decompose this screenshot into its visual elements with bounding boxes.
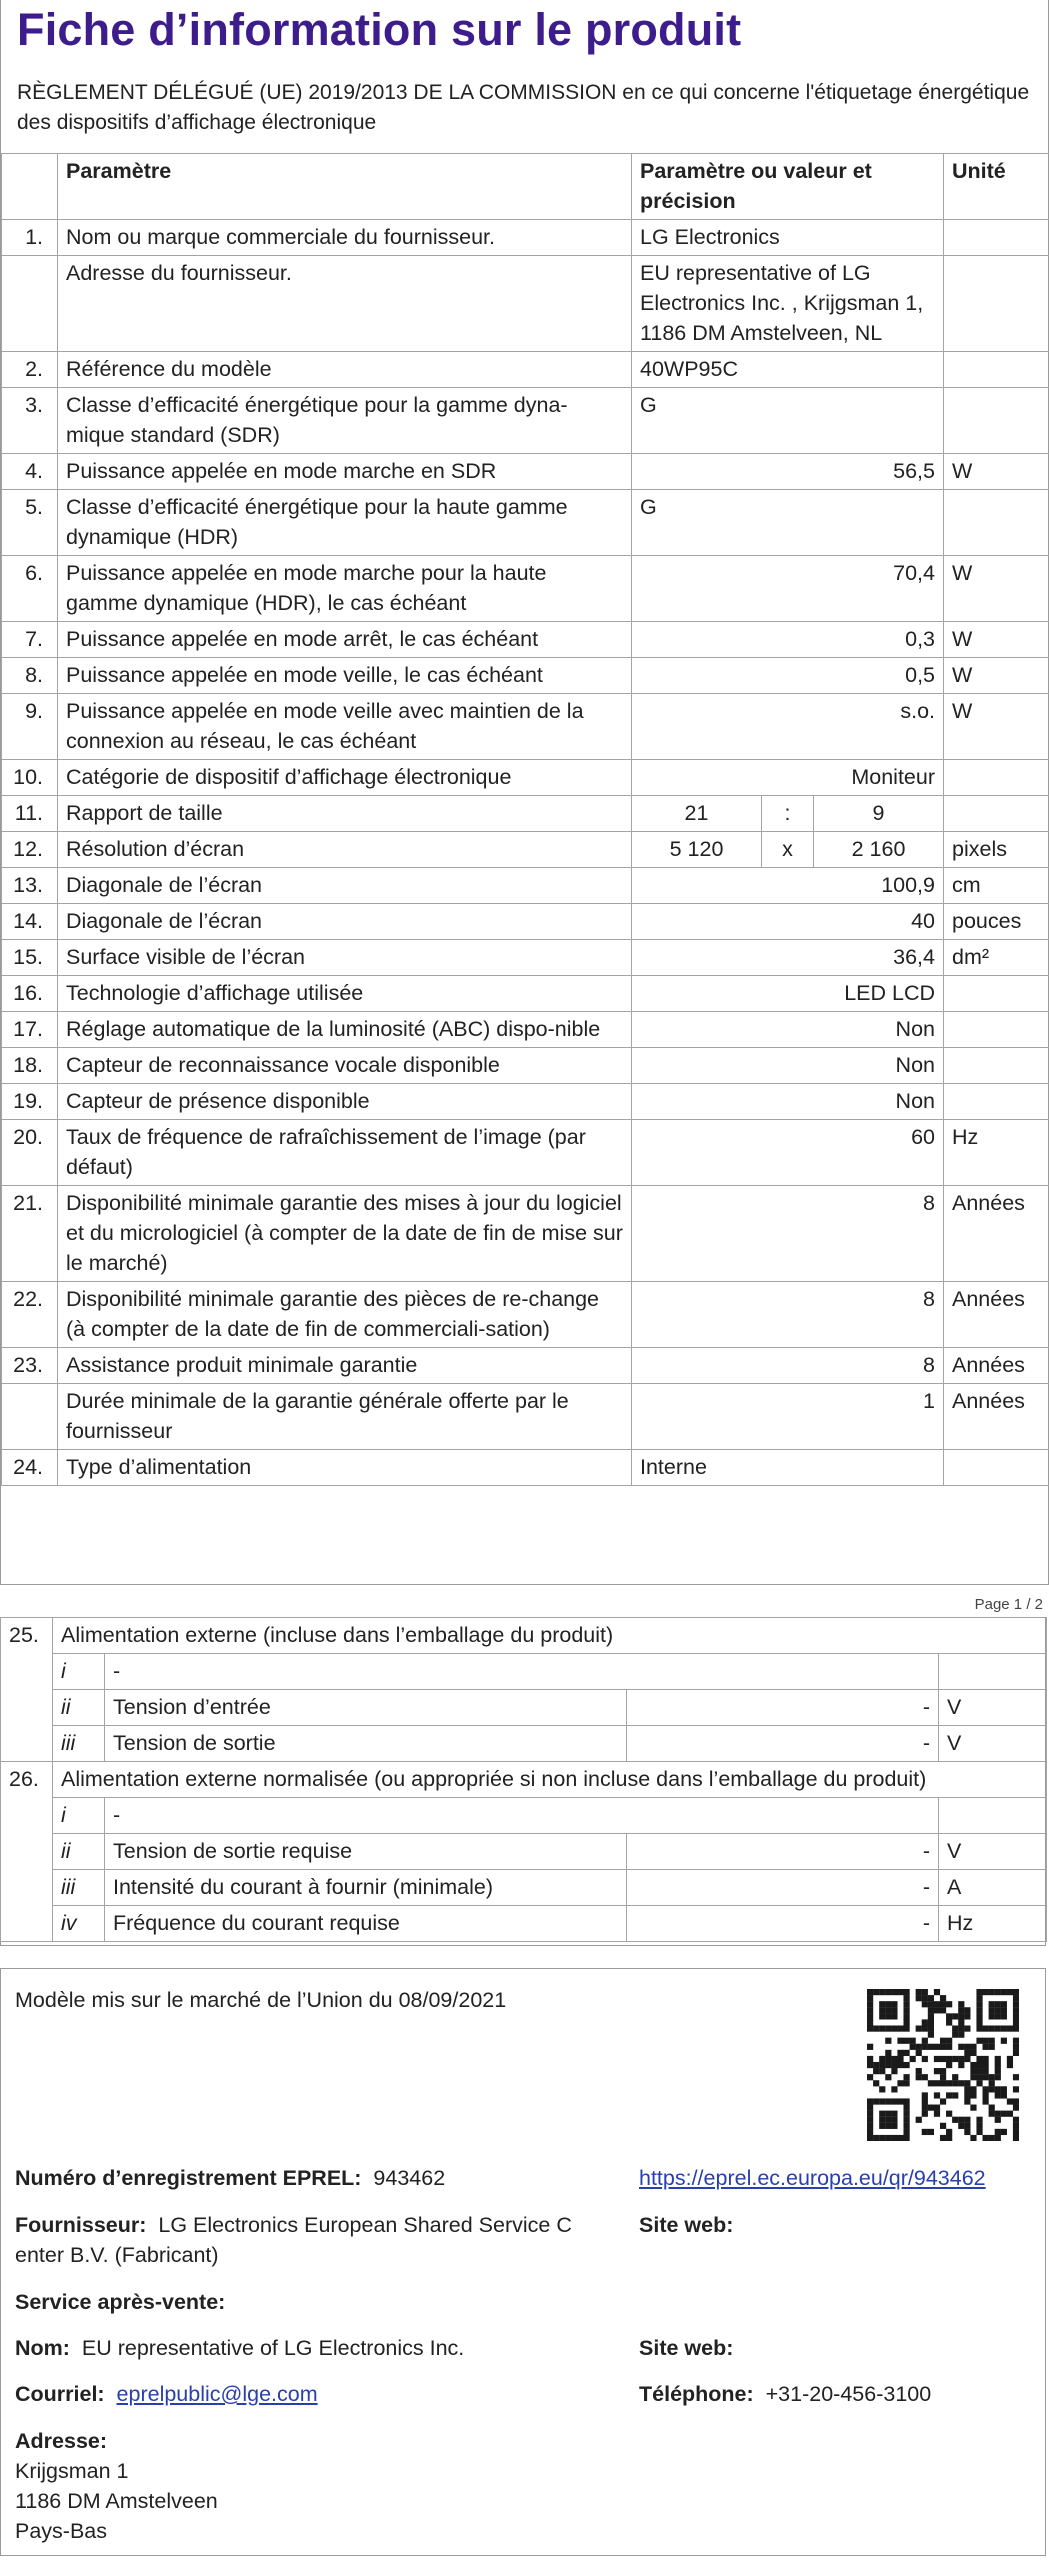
- table-row: [2, 556, 1049, 622]
- table-row: [1, 1870, 1047, 1906]
- table-row: [2, 256, 1049, 352]
- row-label: Puissance appelée en mode marche en SDR: [58, 454, 632, 490]
- row-number: 8.: [2, 658, 58, 694]
- email: [15, 2379, 318, 2409]
- sub-value: -: [627, 1834, 939, 1870]
- row-value-first: 5 120: [632, 832, 762, 868]
- table-row: [2, 1012, 1049, 1048]
- row-unit: Hz: [944, 1120, 1049, 1186]
- row-value: 40WP95C: [632, 352, 944, 388]
- row-unit: [944, 760, 1049, 796]
- table-row: [1, 1906, 1047, 1942]
- row-unit: [944, 1048, 1049, 1084]
- row-unit: W: [944, 622, 1049, 658]
- row-number: 16.: [2, 976, 58, 1012]
- row-value: 8: [632, 1282, 944, 1348]
- row-label: Disponibilité minimale garantie des pièces de re-change (à compter de la date de fin de commerciali-sation): [58, 1282, 632, 1348]
- sub-label: Tension d’entrée: [105, 1690, 627, 1726]
- row-label: Type d’alimentation: [58, 1450, 632, 1486]
- row-unit: [944, 1450, 1049, 1486]
- row-number: 3.: [2, 388, 58, 454]
- row-number: 21.: [2, 1186, 58, 1282]
- row-label: Puissance appelée en mode marche pour la haute gamme dynamique (HDR), le cas échéant: [58, 556, 632, 622]
- row-value: Interne: [632, 1450, 944, 1486]
- row-label: Catégorie de dispositif d’affichage électronique: [58, 760, 632, 796]
- page-number: Page 1 / 2: [974, 1596, 1043, 1613]
- row-number: [2, 256, 58, 352]
- sub-value: -: [627, 1726, 939, 1762]
- row-value: G: [632, 490, 944, 556]
- row-label: Classe d’efficacité énergétique pour la gamme dyna-mique standard (SDR): [58, 388, 632, 454]
- row-value-separator: x: [762, 832, 814, 868]
- row-number: 9.: [2, 694, 58, 760]
- row-unit: [944, 352, 1049, 388]
- sub-index: iii: [53, 1870, 105, 1906]
- row-number: 13.: [2, 868, 58, 904]
- table-row: [2, 220, 1049, 256]
- row-label: Adresse du fournisseur.: [58, 256, 632, 352]
- supplier: [15, 2210, 572, 2240]
- row-unit: [944, 1084, 1049, 1120]
- table-row: [1, 1726, 1047, 1762]
- sub-label: Tension de sortie: [105, 1726, 627, 1762]
- sub-label: -: [105, 1798, 939, 1834]
- row-label: Rapport de taille: [58, 796, 632, 832]
- row-unit: [944, 796, 1049, 832]
- row-number: 4.: [2, 454, 58, 490]
- section-title: Alimentation externe (incluse dans l’emballage du produit): [53, 1618, 1047, 1654]
- row-unit: [944, 388, 1049, 454]
- phone-label: Téléphone:: [639, 2382, 754, 2406]
- table-row: [2, 1084, 1049, 1120]
- sub-index: iv: [53, 1906, 105, 1942]
- row-value: 100,9: [632, 868, 944, 904]
- row-number: [2, 1384, 58, 1450]
- sub-value: -: [627, 1906, 939, 1942]
- row-number: 7.: [2, 622, 58, 658]
- table-row: [2, 1384, 1049, 1450]
- row-number: 18.: [2, 1048, 58, 1084]
- row-value: EU representative of LG Electronics Inc. , Krijgsman 1, 1186 DM Amstelveen, NL: [632, 256, 944, 352]
- row-number: 11.: [2, 796, 58, 832]
- row-label: Surface visible de l’écran: [58, 940, 632, 976]
- row-label: Capteur de reconnaissance vocale disponible: [58, 1048, 632, 1084]
- row-label: Réglage automatique de la luminosité (ABC) dispo-nible: [58, 1012, 632, 1048]
- row-value-second: 2 160: [814, 832, 944, 868]
- row-number: 10.: [2, 760, 58, 796]
- row-value: s.o.: [632, 694, 944, 760]
- row-value: G: [632, 388, 944, 454]
- header-value: Paramètre ou valeur et précision: [632, 154, 944, 220]
- header-num-cell: [2, 154, 58, 220]
- table-row: [2, 352, 1049, 388]
- regulation-subtitle: RÈGLEMENT DÉLÉGUÉ (UE) 2019/2013 DE LA COMMISSION en ce qui concerne l'étiquetage énergétique des dispositifs d’affichage électronique: [17, 81, 1030, 134]
- row-number: 22.: [2, 1282, 58, 1348]
- row-label: Puissance appelée en mode veille avec maintien de la connexion au réseau, le cas échéant: [58, 694, 632, 760]
- sub-label: Intensité du courant à fournir (minimale): [105, 1870, 627, 1906]
- row-number: 15.: [2, 940, 58, 976]
- row-unit: Années: [944, 1384, 1049, 1450]
- row-unit: [944, 490, 1049, 556]
- row-unit: W: [944, 556, 1049, 622]
- service-website-label: Site web:: [639, 2336, 734, 2360]
- row-value: 70,4: [632, 556, 944, 622]
- row-label: Résolution d’écran: [58, 832, 632, 868]
- supplier-name-line2: enter B.V. (Fabricant): [15, 2243, 219, 2267]
- row-label: Durée minimale de la garantie générale offerte par le fournisseur: [58, 1384, 632, 1450]
- row-value: 56,5: [632, 454, 944, 490]
- email-label: Courriel:: [15, 2382, 105, 2406]
- row-unit: pixels: [944, 832, 1049, 868]
- row-value: 8: [632, 1186, 944, 1282]
- name-value: EU representative of LG Electronics Inc.: [81, 2336, 465, 2360]
- table-row: [2, 1450, 1049, 1486]
- row-value-first: 21: [632, 796, 762, 832]
- eprel-number: [15, 2163, 445, 2193]
- row-number: 5.: [2, 490, 58, 556]
- sub-index: ii: [53, 1690, 105, 1726]
- sub-index: iii: [53, 1726, 105, 1762]
- row-value: 0,3: [632, 622, 944, 658]
- sub-value: -: [627, 1690, 939, 1726]
- service-label: Service après-vente:: [15, 2290, 226, 2314]
- row-value: Non: [632, 1084, 944, 1120]
- sub-unit: [939, 1654, 1047, 1690]
- table-row: [2, 1348, 1049, 1384]
- row-label: Diagonale de l’écran: [58, 904, 632, 940]
- row-number: 14.: [2, 904, 58, 940]
- row-label: Disponibilité minimale garantie des mises à jour du logiciel et du micrologiciel (à compter de la date de fin de mise sur le marché): [58, 1186, 632, 1282]
- row-unit: W: [944, 658, 1049, 694]
- market-date: Modèle mis sur le marché de l’Union du 08/09/2021: [15, 1988, 507, 2012]
- row-unit: Années: [944, 1348, 1049, 1384]
- table-row: [1, 1690, 1047, 1726]
- sub-unit: Hz: [939, 1906, 1047, 1942]
- row-label: Capteur de présence disponible: [58, 1084, 632, 1120]
- row-label: Puissance appelée en mode veille, le cas échéant: [58, 658, 632, 694]
- table-row: [2, 832, 1049, 868]
- sub-label: Tension de sortie requise: [105, 1834, 627, 1870]
- sub-unit: V: [939, 1726, 1047, 1762]
- external-power-table: [0, 1617, 1047, 1942]
- row-value: 8: [632, 1348, 944, 1384]
- sub-unit: V: [939, 1690, 1047, 1726]
- row-label: Nom ou marque commerciale du fournisseur.: [58, 220, 632, 256]
- row-value: 36,4: [632, 940, 944, 976]
- table-row: [2, 658, 1049, 694]
- row-label: Taux de fréquence de rafraîchissement de l’image (par défaut): [58, 1120, 632, 1186]
- eprel-link[interactable]: https://eprel.ec.europa.eu/qr/943462: [639, 2166, 986, 2190]
- table-row: [2, 940, 1049, 976]
- row-unit: dm²: [944, 940, 1049, 976]
- email-link[interactable]: eprelpublic@lge.com: [116, 2382, 318, 2406]
- row-number: 2.: [2, 352, 58, 388]
- eprel-value: 943462: [373, 2166, 446, 2190]
- row-unit: cm: [944, 868, 1049, 904]
- row-value: 40: [632, 904, 944, 940]
- row-value: LED LCD: [632, 976, 944, 1012]
- section-number: 25.: [1, 1618, 53, 1762]
- row-label: Assistance produit minimale garantie: [58, 1348, 632, 1384]
- address-label: Adresse:: [15, 2429, 108, 2453]
- table-row: [2, 1048, 1049, 1084]
- row-label: Puissance appelée en mode arrêt, le cas échéant: [58, 622, 632, 658]
- sub-unit: A: [939, 1870, 1047, 1906]
- row-unit: pouces: [944, 904, 1049, 940]
- phone: [639, 2379, 931, 2409]
- table-row: [2, 1282, 1049, 1348]
- row-value: 60: [632, 1120, 944, 1186]
- parameters-table: [1, 153, 1049, 1486]
- supplier-website-label: Site web:: [639, 2213, 734, 2237]
- qr-code-icon[interactable]: [867, 1989, 1019, 2141]
- row-number: 6.: [2, 556, 58, 622]
- section-number: 26.: [1, 1762, 53, 1942]
- table-row: [2, 490, 1049, 556]
- row-unit: Années: [944, 1186, 1049, 1282]
- address-line: 1186 DM Amstelveen: [15, 2489, 218, 2513]
- row-label: Diagonale de l’écran: [58, 868, 632, 904]
- sub-index: i: [53, 1654, 105, 1690]
- row-number: 17.: [2, 1012, 58, 1048]
- phone-value: +31-20-456-3100: [765, 2382, 932, 2406]
- row-unit: [944, 1012, 1049, 1048]
- registration-info-section: [0, 1968, 1046, 2556]
- row-unit: [944, 976, 1049, 1012]
- table-row: [2, 454, 1049, 490]
- row-value: 1: [632, 1384, 944, 1450]
- row-number: 12.: [2, 832, 58, 868]
- table-row: [2, 1186, 1049, 1282]
- row-unit: W: [944, 454, 1049, 490]
- row-number: 19.: [2, 1084, 58, 1120]
- table-row: [2, 694, 1049, 760]
- supplier-label: Fournisseur:: [15, 2213, 147, 2237]
- header-parameter: Paramètre: [58, 154, 632, 220]
- table-row: [2, 976, 1049, 1012]
- table-row: [2, 868, 1049, 904]
- eprel-label: Numéro d’enregistrement EPREL:: [15, 2166, 362, 2190]
- row-value: LG Electronics: [632, 220, 944, 256]
- row-value-second: 9: [814, 796, 944, 832]
- row-value: 0,5: [632, 658, 944, 694]
- row-unit: [944, 256, 1049, 352]
- sub-label: Fréquence du courant requise: [105, 1906, 627, 1942]
- supplier-name-line1: LG Electronics European Shared Service C: [158, 2213, 572, 2237]
- table-row: [2, 904, 1049, 940]
- sub-unit: [939, 1798, 1047, 1834]
- table-row: [2, 1120, 1049, 1186]
- header-unit: Unité: [944, 154, 1049, 220]
- table-row: [1, 1654, 1047, 1690]
- name-label: Nom:: [15, 2336, 70, 2360]
- table-row: [2, 760, 1049, 796]
- table-row: [2, 388, 1049, 454]
- row-unit: [944, 220, 1049, 256]
- sub-index: ii: [53, 1834, 105, 1870]
- row-value: Moniteur: [632, 760, 944, 796]
- address-line: Krijgsman 1: [15, 2459, 129, 2483]
- external-power-section: [0, 1617, 1046, 1946]
- row-value-separator: :: [762, 796, 814, 832]
- row-number: 24.: [2, 1450, 58, 1486]
- table-row: [1, 1834, 1047, 1870]
- sub-value: -: [627, 1870, 939, 1906]
- section-title-row: [1, 1618, 1047, 1654]
- row-value: Non: [632, 1048, 944, 1084]
- section-title-row: [1, 1762, 1047, 1798]
- sub-unit: V: [939, 1834, 1047, 1870]
- table-header-row: [2, 154, 1049, 220]
- address-line: Pays-Bas: [15, 2519, 108, 2543]
- row-label: Classe d’efficacité énergétique pour la haute gamme dynamique (HDR): [58, 490, 632, 556]
- service-name: [15, 2333, 464, 2363]
- row-unit: Années: [944, 1282, 1049, 1348]
- sub-index: i: [53, 1798, 105, 1834]
- row-value: Non: [632, 1012, 944, 1048]
- row-label: Technologie d’affichage utilisée: [58, 976, 632, 1012]
- page-title: Fiche d’information sur le produit: [17, 4, 742, 55]
- table-row: [2, 622, 1049, 658]
- table-row: [1, 1798, 1047, 1834]
- row-label: Référence du modèle: [58, 352, 632, 388]
- row-number: 1.: [2, 220, 58, 256]
- row-number: 20.: [2, 1120, 58, 1186]
- row-unit: W: [944, 694, 1049, 760]
- section-title: Alimentation externe normalisée (ou appropriée si non incluse dans l’emballage du produit): [53, 1762, 1047, 1798]
- row-number: 23.: [2, 1348, 58, 1384]
- table-row: [2, 796, 1049, 832]
- sub-label: -: [105, 1654, 939, 1690]
